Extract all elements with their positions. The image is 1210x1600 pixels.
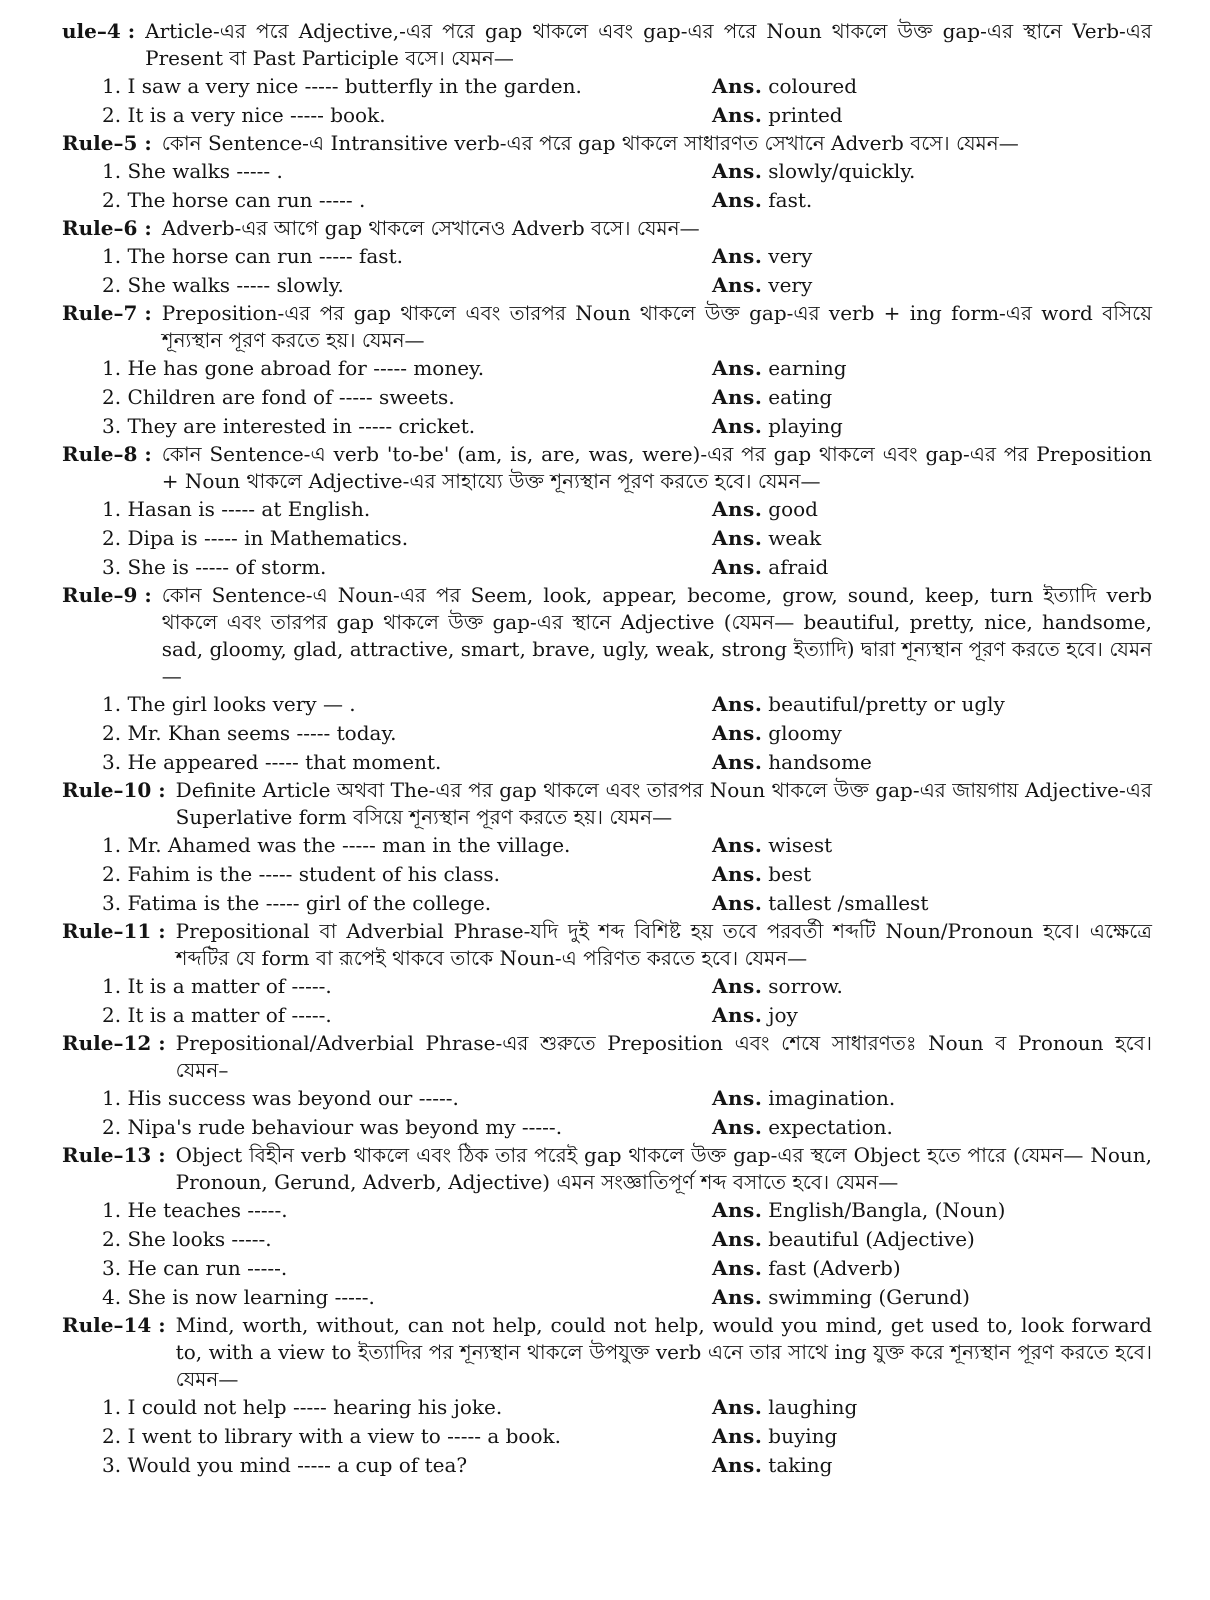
example-answer — [712, 1084, 895, 1113]
example-answer — [712, 1451, 832, 1480]
example-question: 3. He appeared ----- that moment. — [102, 750, 442, 774]
example-answer — [712, 72, 857, 101]
answer-value: buying — [768, 1424, 838, 1448]
rule-description: Prepositional বা Adverbial Phrase-যদি দুই শব্দ বিশিষ্ট হয় তবে পরবর্তী শব্দটি Noun/Pronoun হবে। এক্ষেত্রে শব্দটির যে form বা রূপেই থাকবে তাকে Noun-এ পরিণত করতে হবে। যেমন— — [175, 919, 1152, 970]
ans-label: Ans. — [712, 159, 763, 183]
example-answer — [712, 860, 811, 889]
example-answer — [712, 242, 812, 271]
rule-label: Rule–12 : — [62, 1031, 166, 1055]
rule-block — [62, 1030, 1152, 1142]
example-question: 3. She is ----- of storm. — [102, 555, 327, 579]
ans-label: Ans. — [712, 356, 763, 380]
example-answer — [712, 719, 842, 748]
example-question: 2. Fahim is the ----- student of his class. — [102, 862, 500, 886]
example-answer — [712, 690, 1005, 719]
example-question: 2. Dipa is ----- in Mathematics. — [102, 526, 409, 550]
example-answer — [712, 972, 843, 1001]
rule-description: Mind, worth, without, can not help, could not help, would you mind, get used to, look forward to, with a view to ইত্যাদির পর শূন্যস্থান থাকলে উপযুক্ত verb এনে তার সাথে ing যুক্ত করে শূন্যস্থান পূরণ করতে হবে। যেমন— — [175, 1313, 1152, 1391]
example-answer — [712, 1283, 970, 1312]
example-row — [62, 553, 1152, 582]
example-question: 1. She walks ----- . — [102, 159, 283, 183]
rule-description: Prepositional/Adverbial Phrase-এর শুরুতে Preposition এবং শেষে সাধারণতঃ Noun ব Pronoun হবে। যেমন– — [175, 1031, 1152, 1082]
rule-heading — [62, 300, 1152, 354]
example-question: 3. They are interested in ----- cricket. — [102, 414, 476, 438]
example-question: 1. I saw a very nice ----- butterfly in the garden. — [102, 74, 582, 98]
answer-value: imagination. — [768, 1086, 896, 1110]
answer-value: beautiful (Adjective) — [768, 1227, 975, 1251]
answer-value: English/Bangla, (Noun) — [768, 1198, 1006, 1222]
example-row — [62, 972, 1152, 1001]
ans-label: Ans. — [712, 1003, 763, 1027]
rule-description: কোন Sentence-এ verb 'to-be' (am, is, are, was, were)-এর পর gap থাকলে এবং gap-এর পর Preposition + Noun থাকলে Adjective-এর সাহায্যে উক্ত শূন্যস্থান পূরণ করতে হবে। যেমন— — [161, 442, 1152, 493]
example-answer — [712, 1254, 901, 1283]
rule-block — [62, 777, 1152, 918]
example-question: 1. It is a matter of -----. — [102, 974, 332, 998]
example-question: 1. He teaches -----. — [102, 1198, 288, 1222]
ans-label: Ans. — [712, 273, 763, 297]
answer-value: wisest — [768, 833, 833, 857]
ans-label: Ans. — [712, 1424, 763, 1448]
example-answer — [712, 831, 832, 860]
ans-label: Ans. — [712, 833, 763, 857]
example-row — [62, 1451, 1152, 1480]
example-answer — [712, 157, 915, 186]
example-row — [62, 1084, 1152, 1113]
ans-label: Ans. — [712, 414, 763, 438]
example-question: 1. His success was beyond our -----. — [102, 1086, 459, 1110]
example-question: 2. It is a matter of -----. — [102, 1003, 332, 1027]
example-answer — [712, 271, 812, 300]
rule-block — [62, 1312, 1152, 1480]
ans-label: Ans. — [712, 1227, 763, 1251]
example-answer — [712, 495, 818, 524]
ans-label: Ans. — [712, 74, 763, 98]
ans-label: Ans. — [712, 974, 763, 998]
ans-label: Ans. — [712, 526, 763, 550]
example-answer — [712, 889, 928, 918]
example-answer — [712, 412, 843, 441]
example-row — [62, 1283, 1152, 1312]
rule-block — [62, 215, 1152, 300]
example-row — [62, 72, 1152, 101]
answer-value: laughing — [768, 1395, 858, 1419]
example-answer — [712, 748, 872, 777]
example-row — [62, 157, 1152, 186]
rule-heading — [62, 1030, 1152, 1084]
example-question: 1. Mr. Ahamed was the ----- man in the village. — [102, 833, 571, 857]
example-row — [62, 271, 1152, 300]
example-answer — [712, 354, 847, 383]
ans-label: Ans. — [712, 1256, 763, 1280]
example-row — [62, 524, 1152, 553]
rule-description: Article-এর পরে Adjective,-এর পরে gap থাকলে এবং gap-এর পরে Noun থাকলে উক্ত gap-এর স্থানে Verb-এর Present বা Past Participle বসে। যেমন— — [145, 19, 1152, 70]
rule-description: Object বিহীন verb থাকলে এবং ঠিক তার পরেই gap থাকলে উক্ত gap-এর স্থলে Object হতে পারে (যেমন— Noun, Pronoun, Gerund, Adverb, Adjective) এমন সংজ্ঞাতিপূর্ণ শব্দ বসাতে হবে। যেমন— — [175, 1143, 1152, 1194]
rule-heading — [62, 777, 1152, 831]
rule-label: Rule–7 : — [62, 301, 152, 325]
example-row — [62, 1225, 1152, 1254]
rule-heading — [62, 130, 1152, 157]
example-answer — [712, 1113, 893, 1142]
example-row — [62, 1254, 1152, 1283]
rule-label: Rule–6 : — [62, 216, 152, 240]
example-row — [62, 690, 1152, 719]
example-row — [62, 748, 1152, 777]
rule-label: Rule–8 : — [62, 442, 152, 466]
example-row — [62, 354, 1152, 383]
rule-heading — [62, 18, 1152, 72]
ans-label: Ans. — [712, 1086, 763, 1110]
example-row — [62, 412, 1152, 441]
example-row — [62, 1196, 1152, 1225]
rule-description: Definite Article অথবা The-এর পর gap থাকলে এবং তারপর Noun থাকলে উক্ত gap-এর জায়গায় Adjective-এর Superlative form বসিয়ে শূন্যস্থান পূরণ করতে হয়। যেমন— — [175, 778, 1152, 829]
ans-label: Ans. — [712, 385, 763, 409]
rule-description: Preposition-এর পর gap থাকলে এবং তারপর Noun থাকলে উক্ত gap-এর verb + ing form-এর word বসিয়ে শূন্যস্থান পূরণ করতে হয়। যেমন— — [161, 301, 1152, 352]
example-question: 2. I went to library with a view to ----- a book. — [102, 1424, 561, 1448]
example-answer — [712, 383, 832, 412]
ans-label: Ans. — [712, 1198, 763, 1222]
ans-label: Ans. — [712, 188, 763, 212]
example-row — [62, 831, 1152, 860]
example-row — [62, 186, 1152, 215]
example-row — [62, 383, 1152, 412]
example-row — [62, 1422, 1152, 1451]
rule-label: Rule–5 : — [62, 131, 152, 155]
example-question: 1. The girl looks very — . — [102, 692, 356, 716]
answer-value: sorrow. — [768, 974, 843, 998]
ans-label: Ans. — [712, 1395, 763, 1419]
rule-description: Adverb-এর আগে gap থাকলে সেখানেও Adverb বসে। যেমন— — [161, 216, 700, 240]
answer-value: very — [768, 244, 813, 268]
rule-block — [62, 441, 1152, 582]
example-row — [62, 495, 1152, 524]
rule-label: Rule–9 : — [62, 583, 152, 607]
example-question: 1. I could not help ----- hearing his joke. — [102, 1395, 503, 1419]
rules-document — [62, 18, 1152, 1480]
example-row — [62, 1113, 1152, 1142]
ans-label: Ans. — [712, 244, 763, 268]
example-row — [62, 101, 1152, 130]
example-answer — [712, 1001, 798, 1030]
rule-heading — [62, 582, 1152, 690]
example-question: 2. She looks -----. — [102, 1227, 272, 1251]
answer-value: playing — [768, 414, 843, 438]
answer-value: very — [768, 273, 813, 297]
answer-value: printed — [768, 103, 843, 127]
example-question: 2. Nipa's rude behaviour was beyond my -----. — [102, 1115, 563, 1139]
rule-block — [62, 300, 1152, 441]
answer-value: tallest /smallest — [768, 891, 929, 915]
example-row — [62, 889, 1152, 918]
ans-label: Ans. — [712, 692, 763, 716]
answer-value: joy — [768, 1003, 798, 1027]
example-row — [62, 242, 1152, 271]
answer-value: slowly/quickly. — [768, 159, 916, 183]
example-question: 3. Would you mind ----- a cup of tea? — [102, 1453, 468, 1477]
example-question: 2. Children are fond of ----- sweets. — [102, 385, 455, 409]
rule-block — [62, 582, 1152, 777]
rule-heading — [62, 215, 1152, 242]
answer-value: earning — [768, 356, 847, 380]
answer-value: good — [768, 497, 818, 521]
answer-value: expectation. — [768, 1115, 893, 1139]
example-row — [62, 1001, 1152, 1030]
ans-label: Ans. — [712, 750, 763, 774]
example-answer — [712, 186, 812, 215]
ans-label: Ans. — [712, 1285, 763, 1309]
rule-heading — [62, 918, 1152, 972]
rule-description: কোন Sentence-এ Noun-এর পর Seem, look, appear, become, grow, sound, keep, turn ইত্যাদি verb থাকলে এবং তারপর gap থাকলে উক্ত gap-এর স্থানে Adjective (যেমন— beautiful, pretty, nice, handsome, sad, gloomy, glad, attractive, smart, brave, ugly, weak, strong ইত্যাদি) দ্বারা শূন্যস্থান পূরণ করতে হবে। যেমন— — [161, 583, 1152, 688]
answer-value: fast. — [768, 188, 813, 212]
example-question: 1. Hasan is ----- at English. — [102, 497, 371, 521]
example-question: 4. She is now learning -----. — [102, 1285, 375, 1309]
example-question: 1. He has gone abroad for ----- money. — [102, 356, 485, 380]
example-question: 2. It is a very nice ----- book. — [102, 103, 386, 127]
example-answer — [712, 553, 828, 582]
ans-label: Ans. — [712, 497, 763, 521]
rule-label: Rule–13 : — [62, 1143, 166, 1167]
example-answer — [712, 1225, 975, 1254]
rule-block — [62, 918, 1152, 1030]
example-answer — [712, 1393, 857, 1422]
example-question: 2. Mr. Khan seems ----- today. — [102, 721, 397, 745]
answer-value: coloured — [768, 74, 858, 98]
example-answer — [712, 101, 843, 130]
answer-value: beautiful/pretty or ugly — [768, 692, 1005, 716]
answer-value: swimming (Gerund) — [768, 1285, 970, 1309]
ans-label: Ans. — [712, 555, 763, 579]
ans-label: Ans. — [712, 1115, 763, 1139]
example-answer — [712, 1422, 837, 1451]
example-question: 3. He can run -----. — [102, 1256, 288, 1280]
answer-value: best — [768, 862, 812, 886]
ans-label: Ans. — [712, 1453, 763, 1477]
example-question: 2. The horse can run ----- . — [102, 188, 366, 212]
rule-label: Rule–11 : — [62, 919, 166, 943]
example-question: 3. Fatima is the ----- girl of the college. — [102, 891, 492, 915]
answer-value: weak — [768, 526, 822, 550]
ans-label: Ans. — [712, 891, 763, 915]
rule-label: Rule–10 : — [62, 778, 166, 802]
example-row — [62, 860, 1152, 889]
rule-block — [62, 1142, 1152, 1312]
example-question: 1. The horse can run ----- fast. — [102, 244, 403, 268]
example-row — [62, 719, 1152, 748]
answer-value: handsome — [768, 750, 872, 774]
answer-value: taking — [768, 1453, 833, 1477]
ans-label: Ans. — [712, 862, 763, 886]
rule-block — [62, 130, 1152, 215]
ans-label: Ans. — [712, 721, 763, 745]
answer-value: gloomy — [768, 721, 842, 745]
ans-label: Ans. — [712, 103, 763, 127]
example-row — [62, 1393, 1152, 1422]
rule-description: কোন Sentence-এ Intransitive verb-এর পরে gap থাকলে সাধারণত সেখানে Adverb বসে। যেমন— — [161, 131, 1019, 155]
rule-label: Rule–14 : — [62, 1313, 166, 1337]
rule-block — [62, 18, 1152, 130]
rule-heading — [62, 1312, 1152, 1393]
answer-value: fast (Adverb) — [768, 1256, 901, 1280]
rule-heading — [62, 441, 1152, 495]
answer-value: eating — [768, 385, 833, 409]
rule-heading — [62, 1142, 1152, 1196]
example-question: 2. She walks ----- slowly. — [102, 273, 344, 297]
example-answer — [712, 524, 821, 553]
example-answer — [712, 1196, 1006, 1225]
answer-value: afraid — [768, 555, 829, 579]
rule-label: ule–4 : — [62, 19, 136, 43]
